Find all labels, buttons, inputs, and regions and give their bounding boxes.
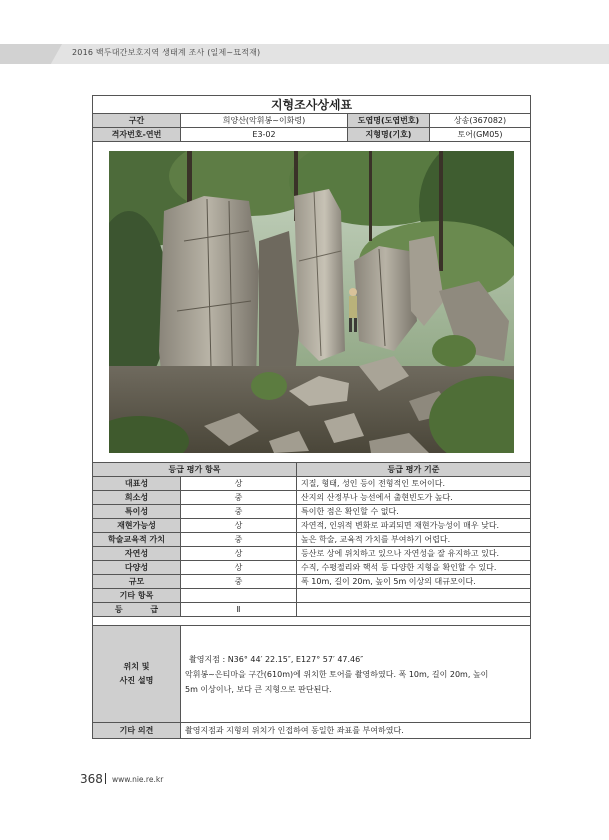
landform-name-value: 토어(GM05) xyxy=(430,128,531,142)
section-label: 구간 xyxy=(93,114,181,128)
running-header-text: 2016 백두대간보호지역 생태계 조사 (일제~묘적재) xyxy=(72,48,261,57)
footer-website: www.nie.re.kr xyxy=(112,775,164,784)
mapsheet-value: 상송(367082) xyxy=(430,114,531,128)
footer-divider xyxy=(105,773,106,784)
eval-item: 학술교육적 가치 xyxy=(93,533,181,547)
eval-criteria: 산지의 산정부나 능선에서 출현빈도가 높다. xyxy=(297,491,531,505)
eval-grade: 상 xyxy=(181,561,297,575)
eval-criteria: 등산로 상에 위치하고 있으나 자연성을 잘 유지하고 있다. xyxy=(297,547,531,561)
eval-grade: 중 xyxy=(181,533,297,547)
eval-criteria: 특이한 점은 확인할 수 없다. xyxy=(297,505,531,519)
eval-criteria xyxy=(297,589,531,603)
eval-item: 규모 xyxy=(93,575,181,589)
eval-grade: 중 xyxy=(181,575,297,589)
landform-name-label: 지형명(기호) xyxy=(348,128,430,142)
terrain-survey-form xyxy=(92,95,531,739)
eval-item: 다양성 xyxy=(93,561,181,575)
remarks-text: 촬영지점과 지형의 위치가 인접하여 동일한 좌표를 부여하였다. xyxy=(181,723,531,739)
eval-item-header: 등급 평가 항목 xyxy=(93,463,297,477)
photo-cell xyxy=(93,142,531,463)
eval-criteria: 수직, 수평절리와 핵석 등 다양한 지형을 확인할 수 있다. xyxy=(297,561,531,575)
location-label xyxy=(93,626,181,723)
grid-number-value: E3-02 xyxy=(181,128,348,142)
eval-criteria: 자연적, 인위적 변화로 파괴되면 재현가능성이 매우 낮다. xyxy=(297,519,531,533)
eval-criteria: 지질, 형태, 성인 등이 전형적인 토어이다. xyxy=(297,477,531,491)
eval-criteria xyxy=(297,603,531,617)
eval-criteria: 높은 학술, 교육적 가치를 부여하기 어렵다. xyxy=(297,533,531,547)
remarks-label: 기타 의견 xyxy=(93,723,181,739)
eval-item: 특이성 xyxy=(93,505,181,519)
location-desc-line2: 5m 이상이나, 보다 큰 지형으로 판단된다. xyxy=(185,684,332,694)
eval-grade: 중 xyxy=(181,491,297,505)
eval-criteria: 폭 10m, 길이 20m, 높이 5m 이상의 대규모이다. xyxy=(297,575,531,589)
eval-item: 재현가능성 xyxy=(93,519,181,533)
eval-grade: 상 xyxy=(181,477,297,491)
location-label-line1: 위치 및 xyxy=(123,662,150,671)
location-coordinates: 촬영지점 : N36° 44′ 22.15″, E127° 57′ 47.46″ xyxy=(189,654,364,664)
rock-landform-photo xyxy=(109,151,514,453)
section-value: 희양산(악휘봉~이화령) xyxy=(181,114,348,128)
location-desc-line1: 악휘봉~은티마을 구간(610m)에 위치한 토어를 촬영하였다. 폭 10m, 길이 20m, 높이 xyxy=(185,669,489,679)
eval-grade xyxy=(181,589,297,603)
eval-grade-total: Ⅱ xyxy=(181,603,297,617)
page-number: 368 xyxy=(80,772,103,786)
eval-criteria-header: 등급 평가 기준 xyxy=(297,463,531,477)
mapsheet-label: 도엽명(도엽번호) xyxy=(348,114,430,128)
location-description xyxy=(181,626,531,723)
eval-item: 희소성 xyxy=(93,491,181,505)
spacer-row xyxy=(93,617,531,626)
eval-grade: 중 xyxy=(181,505,297,519)
location-label-line2: 사진 설명 xyxy=(119,676,154,685)
eval-item-grade-total: 등 급 xyxy=(93,603,181,617)
grid-number-label: 격자번호-연번 xyxy=(93,128,181,142)
eval-grade: 상 xyxy=(181,547,297,561)
eval-item: 자연성 xyxy=(93,547,181,561)
eval-item: 기타 항목 xyxy=(93,589,181,603)
eval-item: 대표성 xyxy=(93,477,181,491)
eval-grade: 상 xyxy=(181,519,297,533)
form-title: 지형조사상세표 xyxy=(93,96,531,114)
